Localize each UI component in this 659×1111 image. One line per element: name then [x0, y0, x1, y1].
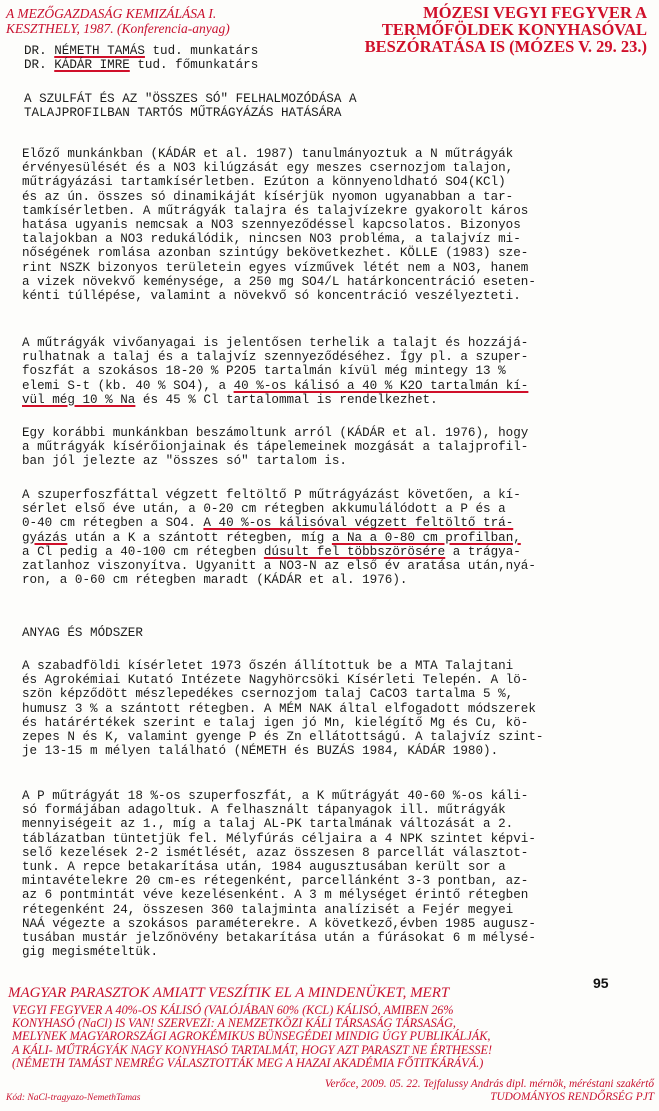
headline — [327, 4, 647, 55]
text-line: mintavételekre 20 cm-es rétegenként, parcellánként 3-3 pontban, az- — [22, 874, 529, 889]
text-line: nőségének romlása azonban szintúgy bekövetkezhet. KÖLLE (1983) sze- — [22, 246, 529, 261]
highlight-feltolto: A 40 %-os kálisóval végzett feltöltő trá- — [203, 516, 514, 531]
text-line: tud. munkatárs — [144, 44, 259, 58]
text-line: Verőce, 2009. 05. 22. Tejfalussy András dipl. mérnök, méréstani szakértő — [324, 1078, 654, 1090]
text-line: mennyiségeit az 1., míg a talaj AL-PK tartalmának változását a 2. — [22, 817, 514, 832]
footer-commentary — [12, 1004, 652, 1070]
author-2-name: KÁDÁR IMRE — [54, 58, 130, 73]
text-line: az 6 pontmintát véve kezelésenként. A 3 m mélységet érintő rétegben — [22, 888, 529, 903]
text-line: Egy korábbi munkánkban beszámoltunk arról (KÁDÁR et al. 1976), hogy — [22, 426, 529, 440]
text-line: DR. — [24, 58, 55, 73]
text-line: só formájában adagoltuk. A felhasznált tápanyagok ill. műtrágyák — [22, 803, 506, 818]
text-line: rulhatnak a talaj és a talajvíz szennyeződéséhez. Így pl. a szuper- — [22, 350, 529, 365]
text-line: Előző munkánkban (KÁDÁR et al. 1987) tanulmányoztuk a N műtrágyák — [22, 147, 514, 161]
text-line: A SZULFÁT ÉS AZ "ÖSSZES SÓ" FELHALMOZÓDÁSA A — [24, 92, 357, 106]
text-line: és 45 % Cl tartalommal is rendelkezhet. — [135, 392, 438, 407]
text-line: tunk. A repce betakarítása után, 1984 augusztusában került sor a — [22, 860, 506, 875]
text-line: KONYHASÓ (NaCl) IS VAN! SZERVEZI: A NEMZETKÖZI KÁLI TÁRSASÁG TÁRSASÁG, — [12, 1016, 456, 1031]
text-line: (NÉMETH TAMÁST NEMRÉG VÁLASZTOTTÁK MEG A HAZAI AKADÉMIA FŐTITKÁRÁVÁ.) — [12, 1055, 484, 1070]
headline-line-3: BESZÓRATÁSA IS (MÓZES V. 29. 23.) — [364, 37, 647, 56]
text-line: ron, a 0-60 cm rétegben maradt (KÁDÁR et al. 1976). — [22, 573, 408, 588]
conference-line-2: KESZTHELY, 1987. (Konferencia-anyag) — [6, 21, 230, 36]
text-line: és Agrokémiai Kutató Intézete Nagyhörcsöki Kísérleti Telepén. A lö- — [22, 673, 529, 688]
text-line: rint NSZK bizonyos területein egyes vízművek létét nem a NO3, hanem — [22, 260, 529, 275]
headline-line-2: TERMŐFÖLDEK KONYHASÓVAL — [381, 20, 647, 39]
text-line: elemi S-t (kb. 40 % SO4), a — [22, 378, 234, 393]
text-line: humusz 3 % a szántott rétegben. A MÉM NAK által elfogadott módszerek — [22, 701, 536, 716]
text-line: gig megismételtük. — [22, 945, 159, 960]
author-1-name: NÉMETH TAMÁS — [54, 44, 145, 58]
text-line: kénti túllépése, valamint a növekvő só koncentráció veszélyezteti. — [22, 289, 521, 304]
author-1 — [24, 44, 258, 58]
text-line: TALAJPROFILBAN TARTÓS MŰTRÁGYÁZÁS HATÁSÁRA — [24, 106, 342, 121]
paragraph-5 — [22, 659, 543, 758]
text-line: A műtrágyák vivőanyagai is jelentősen terhelik a talajt és hozzájá- — [22, 336, 529, 350]
text-line: hatása ugyanis nemcsak a NO3 szennyeződéssel kapcsolatos. Bizonyos — [22, 218, 521, 233]
text-line: A szuperfoszfáttal végzett feltöltő P műtrágyázást követően, a kí- — [22, 488, 521, 502]
text-line: TUDOMÁNYOS RENDŐRSÉG PJT — [490, 1090, 654, 1103]
paragraph-3 — [22, 426, 528, 469]
document-code: Kód: NaCl-tragyazo-NemethTamas — [6, 1093, 141, 1103]
text-line: tud. főmunkatárs — [129, 58, 259, 73]
text-line: selő kezelések 2-2 ismétlését, azaz összesen 8 parcellát választot- — [22, 845, 529, 860]
text-line: érvényesülését és a NO3 kilúgzását egy meszes csernozjom talajon, — [22, 161, 514, 176]
text-line: foszfát a szokásos 18-20 % P2O5 tartalmán kívül még mintegy 13 % — [22, 364, 506, 379]
highlight-na: vül még 10 % Na — [22, 392, 136, 407]
highlight-kaliso: 40 %-os kálisó a 40 % K2O tartalmán kí- — [233, 378, 529, 393]
text-line: VEGYI FEGYVER A 40%-OS KÁLISÓ (VALÓJÁBAN 60% (KCL) KÁLISÓ, AMIBEN 26% — [12, 1003, 454, 1017]
conference-line-1: A MEZŐGAZDASÁG KEMIZÁLÁSA I. — [6, 6, 217, 21]
text-line: rétegenként 24, összesen 360 talajminta analízisét a Fejér megyei — [22, 902, 514, 917]
text-line: a vizek növekvő keménysége, a 250 mg SO4/L határkoncentráció eseten- — [22, 274, 536, 289]
text-line: MELYNEK MAGYARORSZÁGI AGROKÉMIKUS BÜNSEGÉDEI MINDIG ÚGY PUBLIKÁLJÁK, — [12, 1029, 491, 1044]
text-line: zepes N és K, valamint gyenge P és Zn ellátottságú. A talajvíz szint- — [22, 730, 544, 745]
text-line: és az ún. összes só dinamikáját kísérjük nyomon ugyanabban a tar- — [22, 189, 514, 204]
text-line: a trágya- — [445, 544, 521, 559]
text-line: után a K a szántott rétegben, míg — [67, 530, 332, 545]
footer-title: MAGYAR PARASZTOK AMIATT VESZÍTIK EL A MINDENÜKET, MERT — [8, 985, 450, 1001]
signature — [214, 1078, 654, 1103]
article-title — [24, 92, 357, 120]
text-line: 0-40 cm rétegben a SO4. — [22, 516, 204, 531]
authors — [24, 44, 258, 72]
paragraph-1 — [22, 147, 536, 303]
text-line: je 13-15 m mélyen található (NÉMETH és BUZÁS 1984, KÁDÁR 1980). — [22, 744, 499, 759]
text-line: a Cl pedig a 40-100 cm rétegben — [22, 544, 264, 559]
text-line: A P műtrágyát 18 %-os szuperfoszfát, a K műtrágyát 40-60 %-os káli- — [22, 789, 529, 803]
author-2 — [24, 58, 258, 72]
text-line: táblázatban tüntetjük fel. Mélyfúrás céljaira a 4 NPK szintet képvi- — [22, 831, 536, 846]
page-number: 95 — [593, 975, 609, 991]
text-line: tusában mustár jelzőnövény betakarítása után a fúrásokat 6 m mélysé- — [22, 931, 536, 946]
text-line: DR. — [24, 44, 55, 58]
highlight-na-profil: a Na a 0-80 cm profilban, — [331, 530, 521, 545]
text-line: talajokban a NO3 redukálódik, nincsen NO3 probléma, a talajvíz mi- — [22, 232, 521, 247]
text-line: NAÁ végezte a szokásos paraméterekre. A következő,évben 1985 augusz- — [22, 916, 536, 931]
text-line: ban jól jelezte az "összes só" tartalom is. — [22, 454, 347, 469]
text-line: sérlet első éve után, a 0-20 cm rétegben akkumulálódott a P és a — [22, 502, 506, 517]
text-line: tamkísérletben. A műtrágyák talajra és talajvízekre gyakorolt káros — [22, 203, 529, 218]
text-line: A KÁLI- MŰTRÁGYÁK NAGY KONYHASÓ TARTALMÁT, HOGY AZT PARASZT NE ÉRTHESSE! — [12, 1042, 492, 1057]
paragraph-6 — [22, 789, 536, 959]
text-line: szön képződött mészlepedékes csernozjom talaj CaCO3 tartalma 5 %, — [22, 687, 514, 702]
text-line: a műtrágyák kísérőionjainak és tápelemeinek mozgását a talajprofil- — [22, 440, 529, 455]
text-line: zatlanhoz viszonyítva. Ugyanitt a NO3-N az első év aratása után,nyá- — [22, 559, 536, 574]
highlight-dusult: dúsult fel többszörösére — [263, 544, 446, 559]
text-line: és határértékek szerint e talaj igen jó Mn, kielégítő Mg és Cu, kö- — [22, 715, 529, 730]
headline-line-1: MÓZESI VEGYI FEGYVER A — [423, 3, 647, 22]
text-line: műtrágyázási tartamkísérletben. Ezúton a könnyenoldható SO4(KCl) — [22, 175, 506, 190]
text-line: A szabadföldi kísérletet 1973 őszén állítottuk be a MTA Talajtani — [22, 659, 514, 673]
text-line: gyázás — [22, 530, 68, 545]
section-heading: ANYAG ÉS MÓDSZER — [22, 626, 143, 640]
conference-note — [6, 6, 230, 36]
paragraph-4 — [22, 488, 536, 587]
paragraph-2 — [22, 336, 528, 407]
